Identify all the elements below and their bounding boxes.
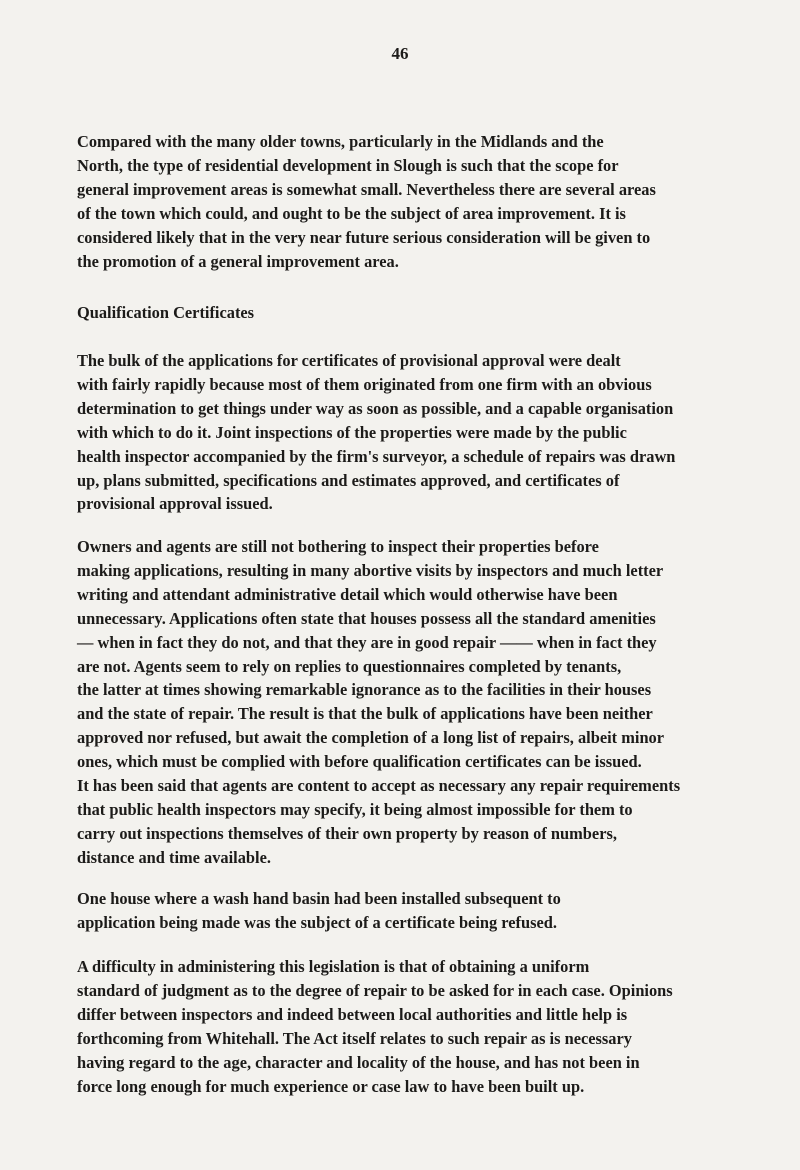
text-line: differ between inspectors and indeed between local authorities and little help is xyxy=(77,1004,628,1024)
paragraph-provisional-approval xyxy=(77,349,777,516)
text-line: with fairly rapidly because most of them originated from one firm with an obvious xyxy=(77,374,652,394)
text-line: carry out inspections themselves of their own property by reason of numbers, xyxy=(77,823,617,843)
text-line: and the state of repair. The result is that the bulk of applications have been neither xyxy=(77,704,653,724)
page-number: 46 xyxy=(391,44,409,63)
text-line: determination to get things under way as soon as possible, and a capable organisation xyxy=(77,398,674,418)
text-line: the promotion of a general improvement area. xyxy=(77,251,399,271)
paragraph-owners-agents xyxy=(77,535,777,870)
paragraph-wash-hand-basin xyxy=(77,887,777,935)
text-line: general improvement areas is somewhat small. Nevertheless there are several areas xyxy=(77,179,656,199)
text-line: making applications, resulting in many abortive visits by inspectors and much letter xyxy=(77,560,664,580)
text-line: of the town which could, and ought to be the subject of area improvement. It is xyxy=(77,203,626,223)
text-line: having regard to the age, character and locality of the house, and has not been in xyxy=(77,1052,640,1072)
text-line: forthcoming from Whitehall. The Act itself relates to such repair as is necessary xyxy=(77,1028,632,1048)
text-line: writing and attendant administrative detail which would otherwise have been xyxy=(77,584,618,604)
text-line: health inspector accompanied by the firm's surveyor, a schedule of repairs was drawn xyxy=(77,446,676,466)
text-line: It has been said that agents are content to accept as necessary any repair requirements xyxy=(77,776,681,796)
text-line: Compared with the many older towns, particularly in the Midlands and the xyxy=(77,132,604,151)
text-line: North, the type of residential development in Slough is such that the scope for xyxy=(77,155,619,175)
text-line: provisional approval issued. xyxy=(77,494,273,514)
text-line: One house where a wash hand basin had been installed subsequent to xyxy=(77,889,561,908)
section-heading: Qualification Certificates xyxy=(77,303,255,322)
paragraph-uniform-standard xyxy=(77,955,777,1098)
text-line: A difficulty in administering this legislation is that of obtaining a uniform xyxy=(77,957,590,976)
text-line: are not. Agents seem to rely on replies to questionnaires completed by tenants, xyxy=(77,656,622,676)
text-line: ones, which must be complied with before qualification certificates can be issued. xyxy=(77,752,642,772)
text-line: with which to do it. Joint inspections of the properties were made by the public xyxy=(77,422,627,442)
text-line: approved nor refused, but await the completion of a long list of repairs, albeit minor xyxy=(77,728,665,748)
text-line: that public health inspectors may specify, it being almost impossible for them to xyxy=(77,799,633,819)
text-line: application being made was the subject of a certificate being refused. xyxy=(77,912,557,932)
text-line: force long enough for much experience or case law to have been built up. xyxy=(77,1076,585,1096)
text-line: — when in fact they do not, and that they are in good repair —— when in fact they xyxy=(77,632,657,652)
text-line: The bulk of the applications for certificates of provisional approval were dealt xyxy=(77,351,621,370)
text-line: unnecessary. Applications often state that houses possess all the standard amenities xyxy=(77,608,656,628)
text-line: Owners and agents are still not bothering to inspect their properties before xyxy=(77,537,599,556)
text-line: the latter at times showing remarkable ignorance as to the facilities in their houses xyxy=(77,680,652,700)
text-line: up, plans submitted, specifications and estimates approved, and certificates of xyxy=(77,470,620,490)
text-line: standard of judgment as to the degree of repair to be asked for in each case. Opinions xyxy=(77,980,673,1000)
text-line: distance and time available. xyxy=(77,847,271,867)
text-line: considered likely that in the very near future serious consideration will be given to xyxy=(77,227,651,247)
paragraph-improvement-areas xyxy=(77,130,777,273)
